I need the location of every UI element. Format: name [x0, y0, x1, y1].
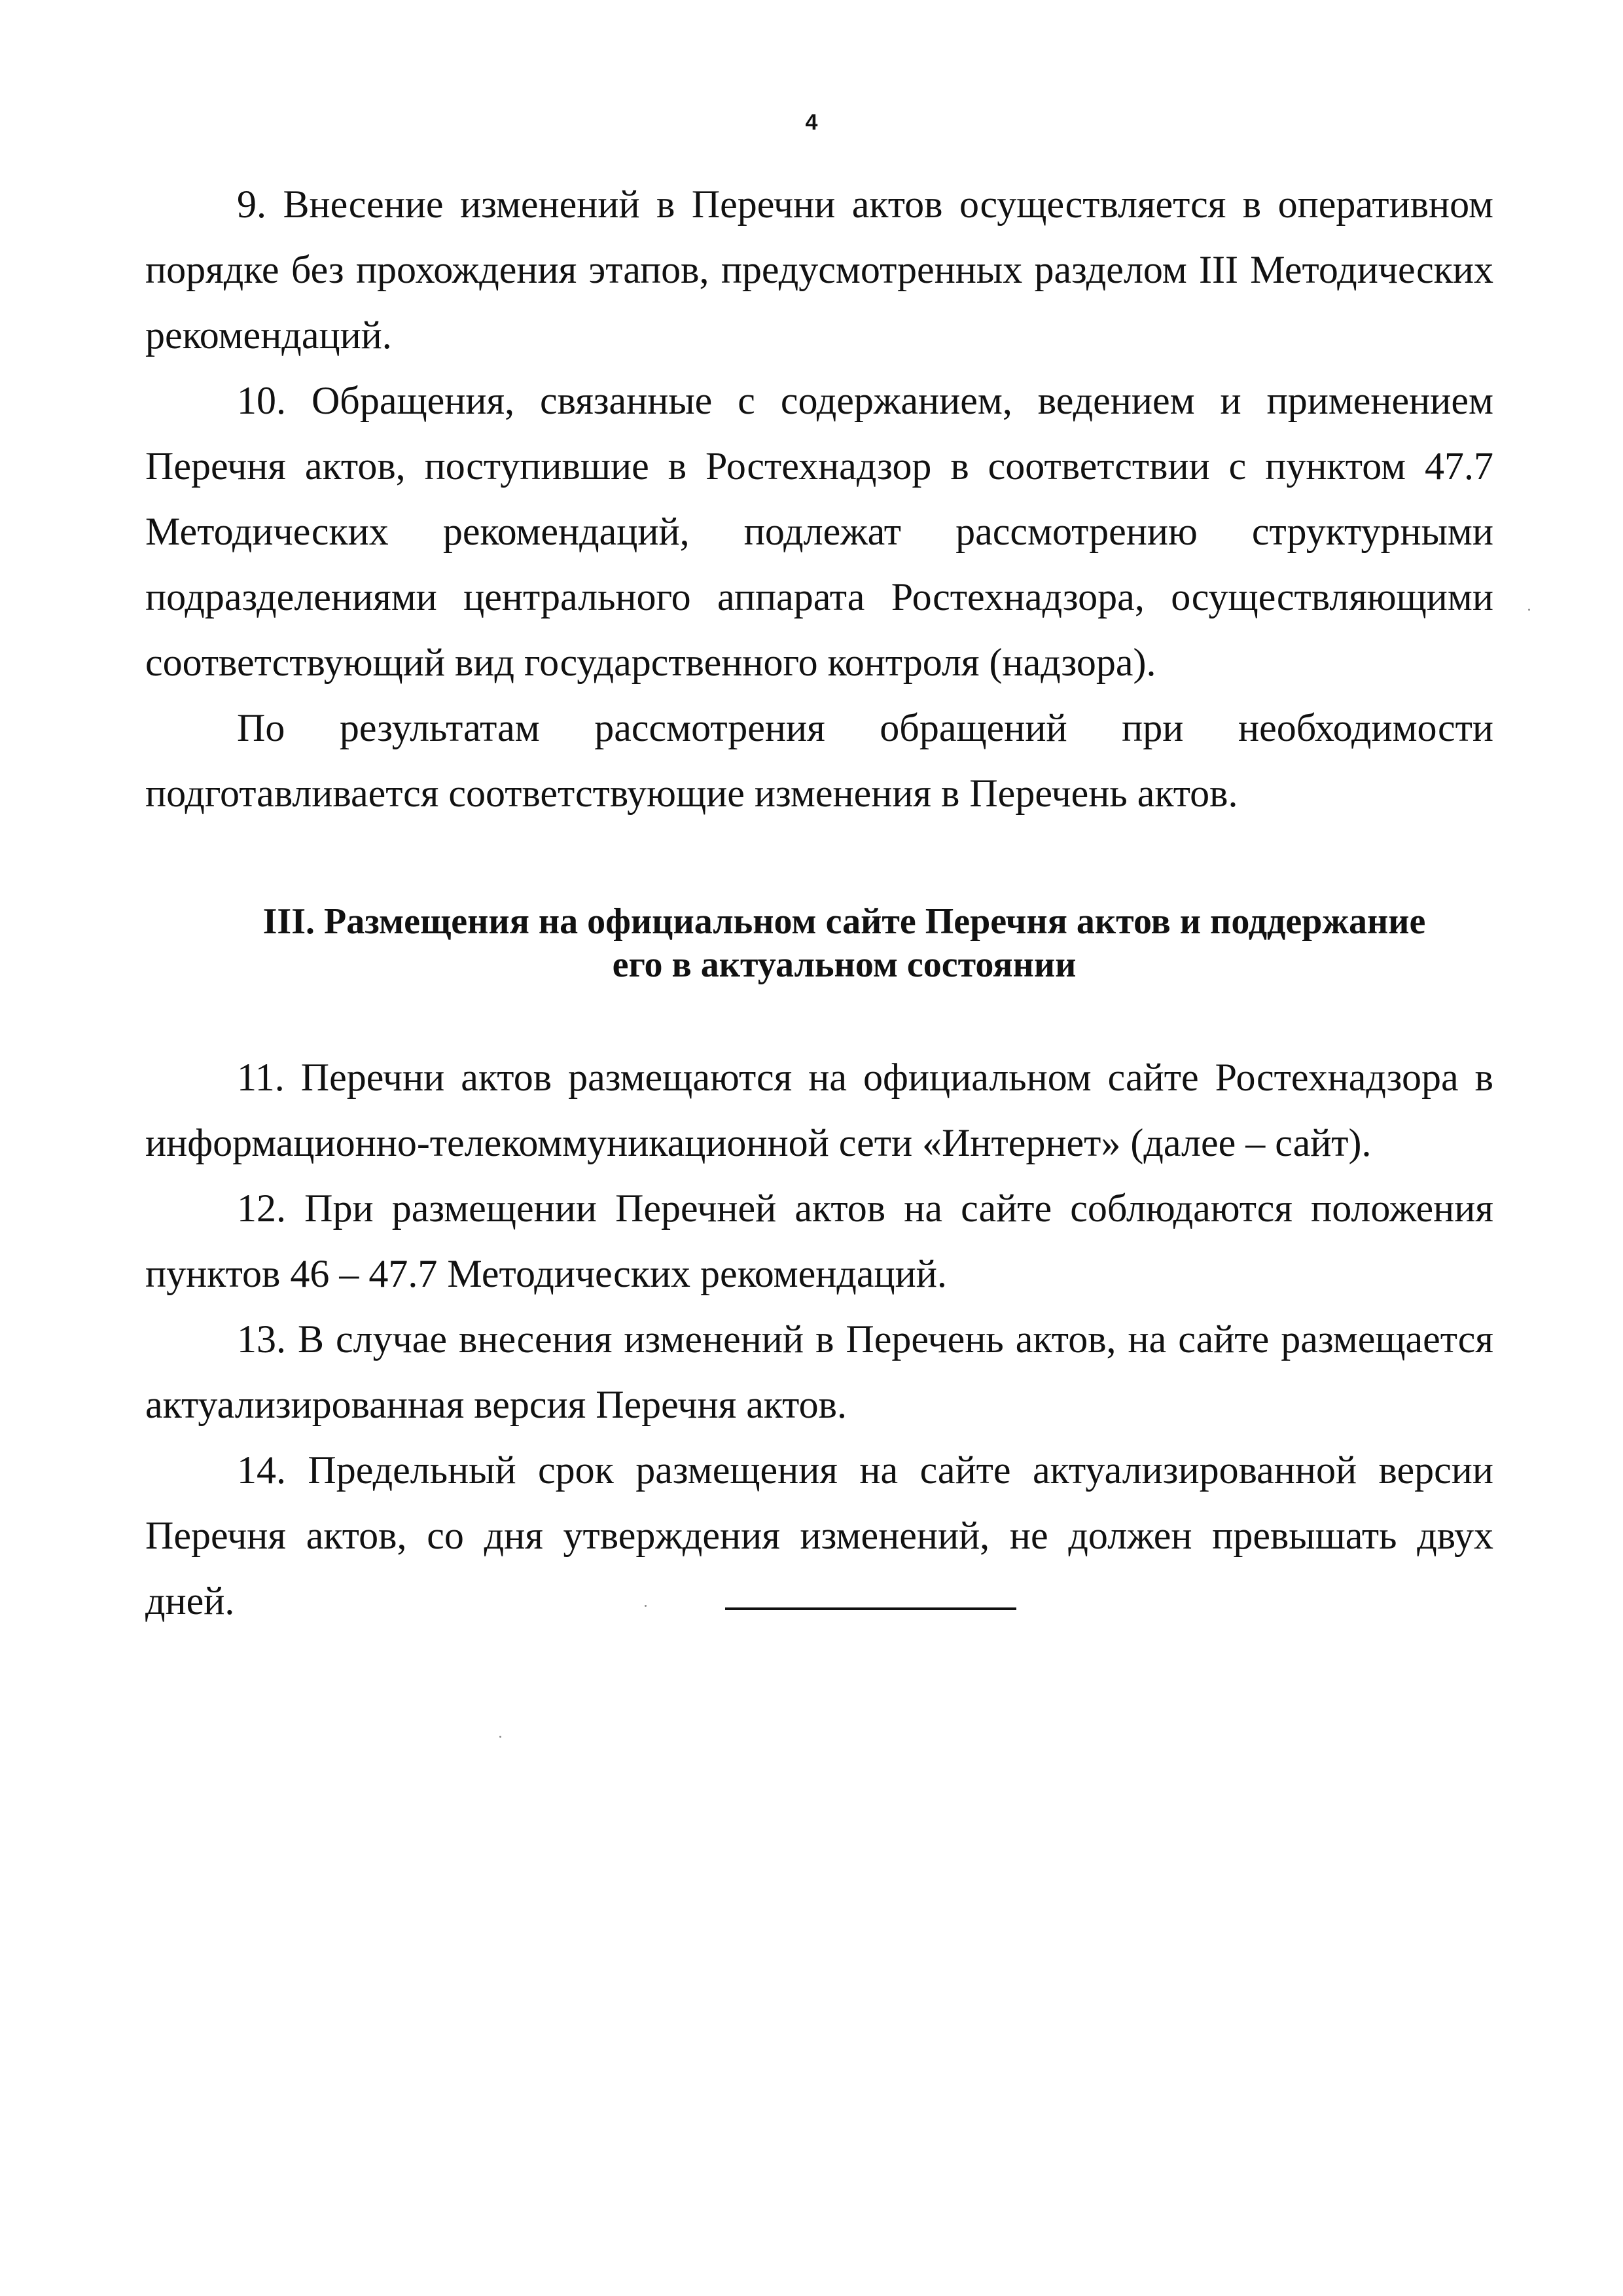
- paragraph-13: 13. В случае внесения изменений в Перечень актов, на сайте размещается актуализированная версия Перечня актов.: [145, 1318, 1493, 1426]
- paragraph-9: 9. Внесение изменений в Перечни актов осуществляется в оперативном порядке без прохождения этапов, предусмотренных разделом III Методических рекомендаций.: [145, 183, 1493, 357]
- page-number: 4: [805, 110, 818, 135]
- paragraph-10: 10. Обращения, связанные с содержанием, ведением и применением Перечня актов, поступившие в Ростехнадзор в соответствии с пунктом 47.7 Методических рекомендаций, подлежат рассмотрению структурными подразделениями центрального аппарата Ростехнадзора, осуществляющими соответствующий вид государственного контроля (надзора).: [145, 379, 1493, 684]
- section-heading-line-2: его в актуальном состоянии: [612, 944, 1077, 985]
- section-heading: [209, 900, 1479, 986]
- end-of-document-rule: [725, 1607, 1016, 1610]
- scan-speck: [645, 1605, 647, 1607]
- scan-speck: [1528, 609, 1530, 611]
- paragraph-12: 12. При размещении Перечней актов на сайте соблюдаются положения пунктов 46 – 47.7 Методических рекомендаций.: [145, 1187, 1493, 1295]
- paragraph-10-continuation: По результатам рассмотрения обращений при необходимости подготавливается соответствующие изменения в Перечень актов.: [145, 706, 1493, 815]
- paragraph-14: 14. Предельный срок размещения на сайте актуализированной версии Перечня актов, со дня утверждения изменений, не должен превышать двух дней.: [145, 1448, 1493, 1623]
- scan-speck: [499, 1736, 501, 1738]
- paragraph-11: 11. Перечни актов размещаются на официальном сайте Ростехнадзора в информационно-телекоммуникационной сети «Интернет» (далее – сайт).: [145, 1056, 1493, 1164]
- section-heading-line-1: III. Размещения на официальном сайте Перечня актов и поддержание: [262, 901, 1426, 942]
